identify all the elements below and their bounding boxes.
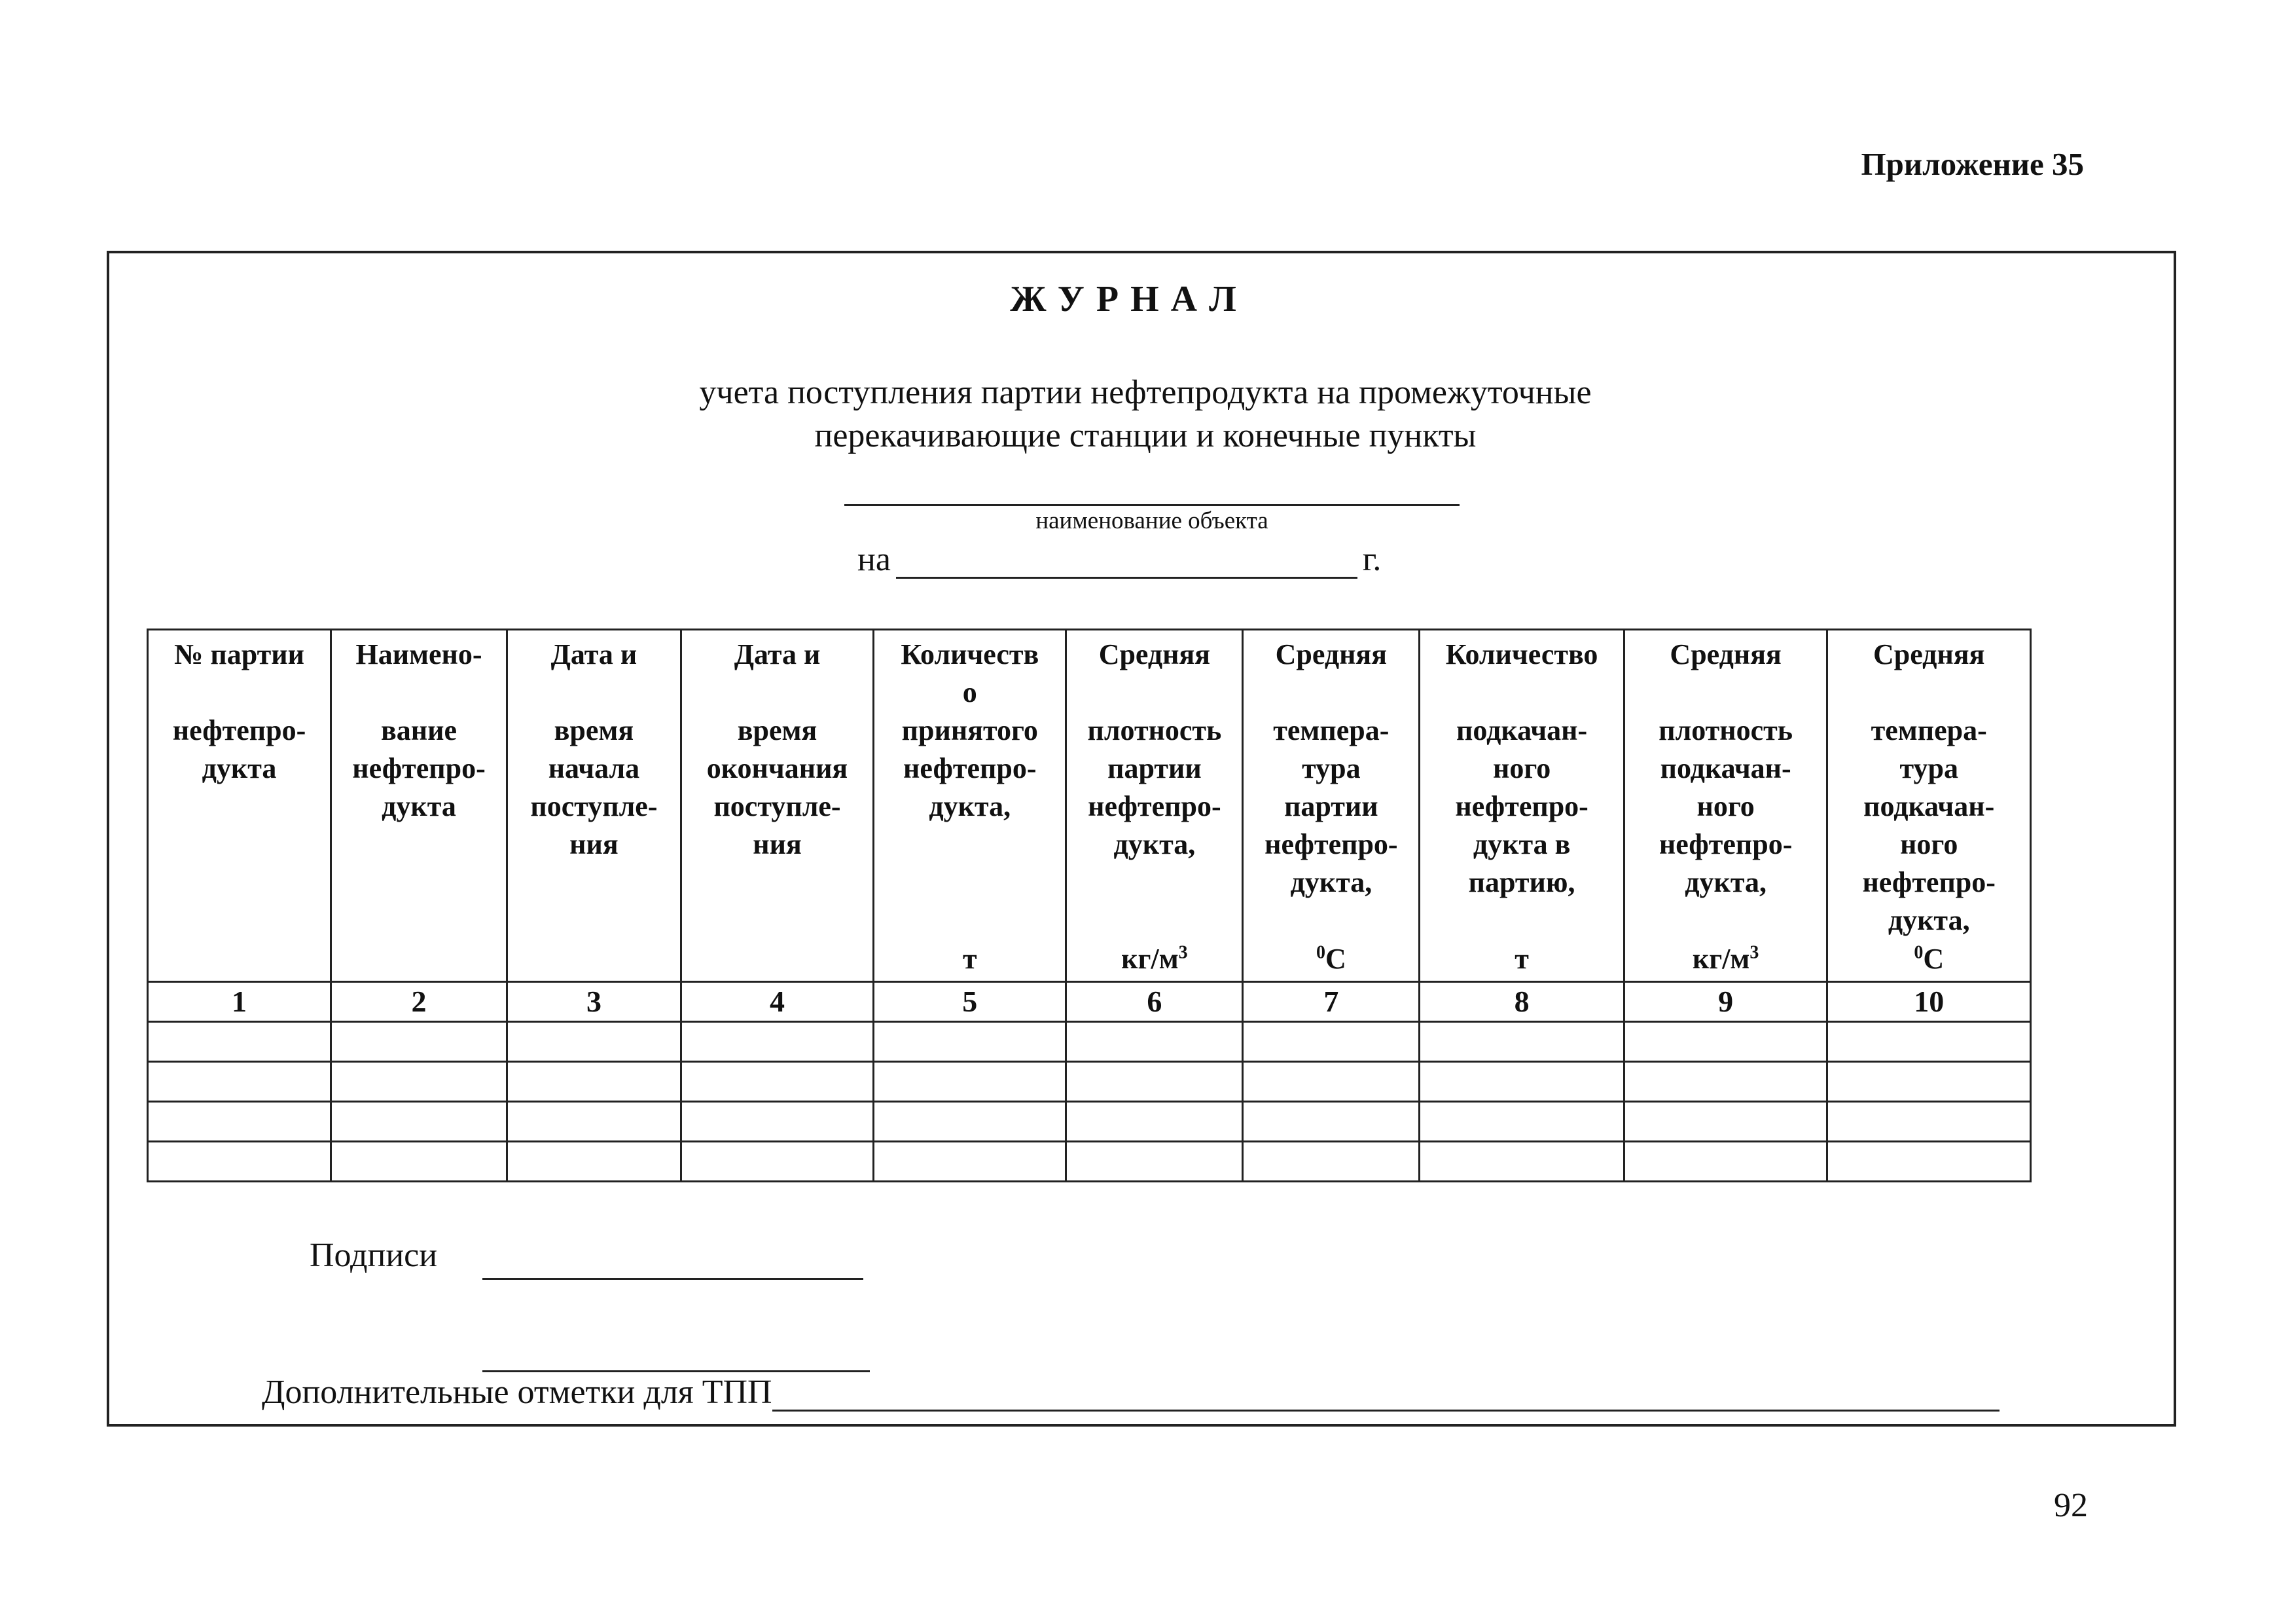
column-number-row	[148, 982, 2031, 1022]
column-number: 5	[874, 982, 1066, 1022]
column-header-2	[331, 630, 507, 982]
column-number: 6	[1066, 982, 1243, 1022]
object-name-caption: наименование объекта	[1035, 507, 1268, 534]
notes-row	[262, 1373, 2000, 1412]
column-header-title: Средняя	[1275, 638, 1388, 670]
column-number: 8	[1420, 982, 1624, 1022]
column-header-description: вание нефтепро- дукта	[352, 714, 486, 822]
table-cell[interactable]	[148, 1062, 331, 1102]
signatures-label: Подписи	[310, 1237, 438, 1274]
column-header-9	[1624, 630, 1827, 982]
column-header-4	[681, 630, 873, 982]
table-cell[interactable]	[1066, 1022, 1243, 1062]
column-header-1	[148, 630, 331, 982]
date-row	[857, 540, 1381, 579]
table-cell[interactable]	[1827, 1142, 2031, 1182]
column-header-8	[1420, 630, 1624, 982]
date-prefix: на	[857, 541, 891, 578]
table-cell[interactable]	[507, 1062, 681, 1102]
table-row	[148, 1102, 2031, 1142]
table-cell[interactable]	[1624, 1102, 1827, 1142]
column-number: 10	[1827, 982, 2031, 1022]
table-cell[interactable]	[1624, 1142, 1827, 1182]
column-header-title: Количеств о	[901, 638, 1039, 708]
table-cell[interactable]	[507, 1102, 681, 1142]
column-number: 2	[331, 982, 507, 1022]
date-suffix: г.	[1362, 541, 1382, 578]
table-cell[interactable]	[1420, 1062, 1624, 1102]
table-row	[148, 1022, 2031, 1062]
object-name-field[interactable]	[844, 504, 1460, 506]
table-cell[interactable]	[148, 1142, 331, 1182]
table-cell[interactable]	[1243, 1102, 1420, 1142]
column-number: 7	[1243, 982, 1420, 1022]
column-header-title: Дата и	[550, 638, 637, 670]
table-cell[interactable]	[331, 1022, 507, 1062]
column-header-6	[1066, 630, 1243, 982]
table-cell[interactable]	[874, 1142, 1066, 1182]
column-header-title: Средняя	[1098, 638, 1211, 670]
column-number: 9	[1624, 982, 1827, 1022]
table-body	[148, 982, 2031, 1182]
journal-title: ЖУРНАЛ	[1010, 279, 1248, 319]
table-cell[interactable]	[681, 1102, 873, 1142]
notes-label: Дополнительные отметки для ТПП	[262, 1374, 772, 1411]
table-cell[interactable]	[1066, 1102, 1243, 1142]
notes-field[interactable]	[772, 1373, 2000, 1412]
table-cell[interactable]	[1624, 1022, 1827, 1062]
table-cell[interactable]	[681, 1022, 873, 1062]
column-header-description: плотность подкачан- ного нефтепро- дукта,	[1659, 714, 1793, 898]
table-cell[interactable]	[1066, 1062, 1243, 1102]
journal-table	[147, 629, 2032, 1182]
column-header-10	[1827, 630, 2031, 982]
column-header-title: Количество	[1445, 638, 1598, 670]
column-number: 3	[507, 982, 681, 1022]
journal-subtitle	[524, 371, 1767, 458]
table-cell[interactable]	[1827, 1022, 2031, 1062]
column-unit: $^0$С	[1316, 942, 1346, 975]
table-cell[interactable]	[331, 1102, 507, 1142]
table-cell[interactable]	[874, 1022, 1066, 1062]
column-header-title: Средняя	[1670, 638, 1782, 670]
table-cell[interactable]	[1420, 1022, 1624, 1062]
table-cell[interactable]	[1243, 1062, 1420, 1102]
subtitle-line-2: перекачивающие станции и конечные пункты	[814, 417, 1477, 454]
table-cell[interactable]	[1066, 1142, 1243, 1182]
column-header-7	[1243, 630, 1420, 982]
table-cell[interactable]	[1420, 1102, 1624, 1142]
column-header-description: нефтепро- дукта	[172, 714, 306, 784]
column-header-description: принятого нефтепро- дукта,	[901, 714, 1038, 822]
column-header-title: Наимено-	[355, 638, 482, 670]
table-cell[interactable]	[1420, 1142, 1624, 1182]
appendix-label: Приложение 35	[1861, 146, 2084, 182]
table-cell[interactable]	[1243, 1022, 1420, 1062]
column-unit: т	[962, 943, 977, 975]
table-cell[interactable]	[681, 1142, 873, 1182]
table-cell[interactable]	[507, 1142, 681, 1182]
column-header-title: Дата и	[734, 638, 821, 670]
table-cell[interactable]	[331, 1062, 507, 1102]
column-header-3	[507, 630, 681, 982]
column-number: 1	[148, 982, 331, 1022]
date-field[interactable]	[896, 540, 1357, 579]
column-unit: $кг/м^3$	[1121, 942, 1188, 975]
column-unit: т	[1515, 943, 1529, 975]
column-header-title: № партии	[174, 638, 304, 670]
table-row	[148, 1142, 2031, 1182]
column-header-description: время начала поступле- ния	[530, 714, 658, 860]
table-cell[interactable]	[331, 1142, 507, 1182]
table-cell[interactable]	[681, 1062, 873, 1102]
column-unit: $кг/м^3$	[1692, 942, 1759, 975]
column-number: 4	[681, 982, 873, 1022]
table-cell[interactable]	[874, 1102, 1066, 1142]
table-cell[interactable]	[148, 1102, 331, 1142]
column-header-description: темпера- тура подкачан- ного нефтепро- дукта,	[1862, 714, 1996, 936]
column-header-description: подкачан- ного нефтепро- дукта в партию,	[1455, 714, 1588, 898]
subtitle-line-1: учета поступления партии нефтепродукта на промежуточные	[699, 374, 1592, 411]
table-header-row	[148, 630, 2031, 982]
table-cell[interactable]	[148, 1022, 331, 1062]
table-cell[interactable]	[1827, 1062, 2031, 1102]
column-unit: $^0$С	[1914, 942, 1945, 975]
table-cell[interactable]	[1827, 1102, 2031, 1142]
column-header-description: время окончания поступле- ния	[706, 714, 848, 860]
table-cell[interactable]	[1624, 1062, 1827, 1102]
page-number: 92	[2054, 1487, 2088, 1524]
table-cell[interactable]	[874, 1062, 1066, 1102]
column-header-description: темпера- тура партии нефтепро- дукта,	[1265, 714, 1398, 898]
column-header-5	[874, 630, 1066, 982]
column-header-title: Средняя	[1873, 638, 1985, 670]
column-header-description: плотность партии нефтепро- дукта,	[1087, 714, 1222, 860]
table-cell[interactable]	[507, 1022, 681, 1062]
table-cell[interactable]	[1243, 1142, 1420, 1182]
signature-field-1[interactable]	[482, 1278, 863, 1280]
signature-field-2[interactable]	[482, 1370, 870, 1372]
table-row	[148, 1062, 2031, 1102]
